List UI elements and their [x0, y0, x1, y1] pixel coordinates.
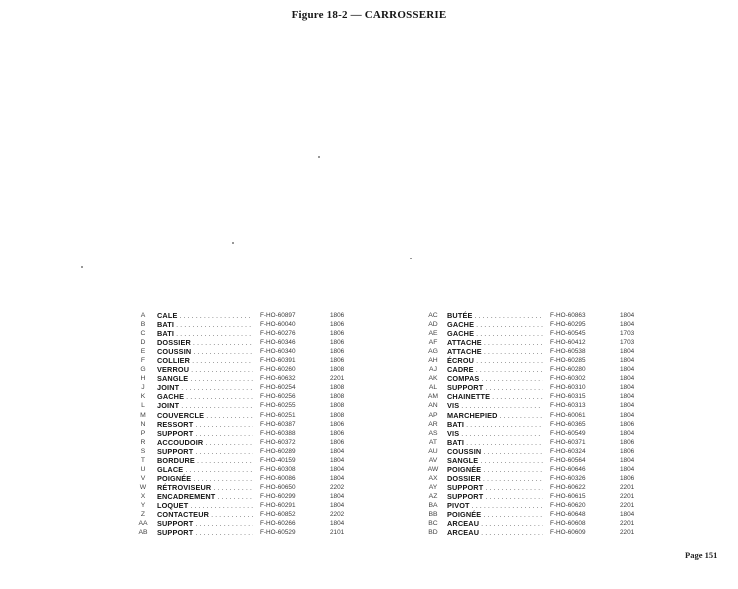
- page-number: Page 151: [685, 550, 718, 560]
- part-reference: F-HO-60648: [550, 511, 586, 519]
- part-page: 2201: [620, 483, 635, 491]
- part-code: K: [140, 393, 146, 401]
- part-page: 1804: [620, 357, 635, 365]
- part-reference: F-HO-60299: [260, 492, 296, 500]
- part-code: J: [141, 384, 145, 392]
- part-code: T: [140, 456, 146, 464]
- part-reference: F-HO-60340: [260, 348, 296, 356]
- part-name: CHAINETTE . . .: [447, 392, 543, 401]
- part-name: BATI . . .: [157, 320, 253, 329]
- part-code: C: [140, 330, 146, 338]
- part-name: VIS . . .: [447, 429, 543, 438]
- part-code: W: [139, 483, 147, 491]
- part-reference: F-HO-60255: [260, 402, 296, 410]
- part-reference: F-HO-60310: [550, 384, 586, 392]
- part-page: 1806: [330, 348, 345, 356]
- part-name: SUPPORT . . .: [157, 528, 253, 537]
- part-name: GACHE . . .: [447, 329, 543, 338]
- part-page: 1804: [330, 456, 345, 464]
- part-reference: F-HO-60391: [260, 357, 296, 365]
- part-reference: F-HO-60326: [550, 474, 586, 482]
- part-reference: F-HO-60545: [550, 330, 586, 338]
- part-name: CONTACTEUR . . .: [157, 510, 253, 519]
- part-name: SUPPORT . . .: [157, 429, 253, 438]
- part-code: AP: [428, 411, 438, 419]
- print-speck: [410, 258, 412, 259]
- part-reference: F-HO-60388: [260, 429, 296, 437]
- part-name: SUPPORT . . .: [447, 383, 543, 392]
- part-name: COMPAS . . .: [447, 374, 543, 383]
- part-page: 1804: [330, 492, 345, 500]
- part-code: BC: [428, 520, 438, 528]
- part-code: AG: [428, 348, 438, 356]
- part-reference: F-HO-60897: [260, 312, 296, 319]
- part-name: ACCOUDOIR . . .: [157, 438, 253, 447]
- part-name: SUPPORT . . .: [157, 447, 253, 456]
- part-reference: F-HO-60295: [550, 321, 586, 329]
- part-code: AV: [428, 456, 438, 464]
- part-reference: F-HO-60086: [260, 474, 296, 482]
- part-reference: F-HO-60608: [550, 520, 586, 528]
- part-name: ARCEAU . . .: [447, 528, 543, 537]
- part-code: BD: [428, 529, 438, 537]
- part-code: AN: [428, 402, 438, 410]
- part-reference: F-HO-60061: [550, 411, 586, 419]
- part-page: 1806: [330, 321, 345, 329]
- part-code: V: [140, 474, 146, 482]
- part-page: 1703: [620, 339, 635, 347]
- part-name: VERROU . . .: [157, 365, 253, 374]
- part-reference: F-HO-60313: [550, 402, 586, 410]
- part-name: BATI . . .: [447, 438, 543, 447]
- part-page: 1804: [620, 402, 635, 410]
- part-reference: F-HO-60266: [260, 520, 296, 528]
- part-name: PIVOT . . .: [447, 501, 543, 510]
- part-code: L: [141, 402, 145, 410]
- part-reference: F-HO-60040: [260, 321, 296, 329]
- part-code: U: [140, 465, 146, 473]
- part-name: CADRE . . .: [447, 365, 543, 374]
- part-code: E: [140, 348, 146, 356]
- part-page: 1808: [330, 366, 345, 374]
- part-reference: F-HO-60315: [550, 393, 586, 401]
- part-page: 2201: [620, 520, 635, 528]
- part-code: D: [140, 339, 146, 347]
- part-code: AE: [428, 330, 438, 338]
- part-reference: F-HO-60276: [260, 330, 296, 338]
- part-page: 1804: [620, 511, 635, 519]
- part-reference: F-HO-60372: [260, 438, 296, 446]
- print-speck: [318, 156, 320, 158]
- part-code: F: [140, 357, 146, 365]
- part-name: MARCHEPIED . . .: [447, 411, 543, 420]
- part-name: LOQUET . . .: [157, 501, 253, 510]
- part-reference: F-HO-60254: [260, 384, 296, 392]
- part-page: 1808: [330, 411, 345, 419]
- part-code: AH: [428, 357, 438, 365]
- part-page: 1806: [330, 420, 345, 428]
- part-reference: F-HO-60291: [260, 501, 296, 509]
- part-page: 2202: [330, 511, 345, 519]
- part-page: 1804: [330, 520, 345, 528]
- part-page: 1804: [330, 501, 345, 509]
- part-reference: F-HO-60622: [550, 483, 586, 491]
- part-page: 1806: [330, 330, 345, 338]
- part-code: AX: [428, 474, 438, 482]
- part-page: 1804: [330, 447, 345, 455]
- part-name: COLLIER . . .: [157, 356, 253, 365]
- part-page: 1804: [620, 411, 635, 419]
- part-reference: F-HO-60285: [550, 357, 586, 365]
- part-page: 1806: [330, 312, 345, 319]
- part-name: GACHE . . .: [447, 320, 543, 329]
- part-reference: F-HO-60256: [260, 393, 296, 401]
- part-name: SUPPORT . . .: [447, 492, 543, 501]
- part-reference: F-HO-60260: [260, 366, 296, 374]
- part-code: AM: [427, 393, 439, 401]
- part-code: AR: [428, 420, 438, 428]
- part-code: P: [140, 429, 146, 437]
- part-code: Z: [140, 511, 146, 519]
- part-reference: F-HO-60529: [260, 529, 296, 537]
- part-name: JOINT . . .: [157, 383, 253, 392]
- part-name: BORDURE . . .: [157, 456, 253, 465]
- part-name: SANGLE . . .: [447, 456, 543, 465]
- part-page: 1806: [330, 357, 345, 365]
- part-page: 2201: [330, 375, 345, 383]
- part-reference: F-HO-60564: [550, 456, 586, 464]
- part-reference: F-HO-40159: [260, 456, 296, 464]
- part-code: R: [140, 438, 146, 446]
- part-page: 1804: [620, 465, 635, 473]
- part-reference: F-HO-60609: [550, 529, 586, 537]
- part-page: 1804: [620, 348, 635, 356]
- part-code: BA: [428, 501, 438, 509]
- part-name: BATI . . .: [447, 420, 543, 429]
- part-code: AK: [428, 375, 438, 383]
- part-code: AS: [428, 429, 438, 437]
- part-reference: F-HO-60549: [550, 429, 586, 437]
- part-name: POIGNÉE . . .: [447, 465, 543, 474]
- part-code: AY: [428, 483, 438, 491]
- part-page: 2201: [620, 492, 635, 500]
- part-code: AJ: [429, 366, 437, 374]
- part-page: 1804: [620, 375, 635, 383]
- part-reference: F-HO-60365: [550, 420, 586, 428]
- print-speck: [232, 242, 234, 244]
- part-name: BATI . . .: [157, 329, 253, 338]
- part-name: ENCADREMENT . . .: [157, 492, 253, 501]
- part-name: BUTÉE . . .: [447, 311, 543, 320]
- part-page: 1806: [620, 438, 635, 446]
- part-code: AT: [428, 438, 438, 446]
- part-name: POIGNÉE . . .: [447, 510, 543, 519]
- part-page: 1804: [620, 366, 635, 374]
- part-code: X: [140, 492, 146, 500]
- part-code: AL: [428, 384, 438, 392]
- part-name: DOSSIER . . .: [157, 338, 253, 347]
- part-reference: F-HO-60346: [260, 339, 296, 347]
- part-name: ATTACHE . . .: [447, 347, 543, 356]
- part-page: 1804: [330, 465, 345, 473]
- part-page: 1806: [330, 429, 345, 437]
- part-name: COUVERCLE . . .: [157, 411, 253, 420]
- part-page: 1804: [620, 456, 635, 464]
- part-page: 1806: [620, 474, 635, 482]
- part-page: 1804: [330, 474, 345, 482]
- part-page: 1808: [330, 393, 345, 401]
- part-page: 1804: [620, 321, 635, 329]
- part-reference: F-HO-60852: [260, 511, 296, 519]
- part-name: GLACE . . .: [157, 465, 253, 474]
- part-code: BB: [428, 511, 438, 519]
- part-reference: F-HO-60302: [550, 375, 586, 383]
- part-page: 2201: [620, 529, 635, 537]
- part-page: 1804: [620, 429, 635, 437]
- part-page: 2201: [620, 501, 635, 509]
- part-code: AW: [427, 465, 439, 473]
- part-code: AZ: [428, 492, 438, 500]
- part-name: ARCEAU . . .: [447, 519, 543, 528]
- part-page: 1808: [330, 384, 345, 392]
- part-page: 1806: [330, 438, 345, 446]
- part-name: POIGNÉE . . .: [157, 474, 253, 483]
- part-name: SUPPORT . . .: [157, 519, 253, 528]
- part-code: AU: [428, 447, 438, 455]
- part-code: AA: [138, 520, 148, 528]
- part-page: 1806: [620, 420, 635, 428]
- part-code: Y: [140, 501, 146, 509]
- print-speck: [81, 266, 83, 268]
- part-code: AC: [428, 312, 438, 319]
- part-name: VIS . . .: [447, 401, 543, 410]
- part-page: 2101: [330, 529, 345, 537]
- part-reference: F-HO-60280: [550, 366, 586, 374]
- part-code: M: [140, 411, 146, 419]
- part-code: S: [140, 447, 146, 455]
- part-name: ATTACHE . . .: [447, 338, 543, 347]
- part-reference: F-HO-60324: [550, 447, 586, 455]
- part-code: G: [140, 366, 146, 374]
- part-code: A: [140, 312, 146, 319]
- part-page: 1806: [330, 339, 345, 347]
- part-page: 1804: [620, 384, 635, 392]
- part-reference: F-HO-60646: [550, 465, 586, 473]
- part-reference: F-HO-60308: [260, 465, 296, 473]
- part-reference: F-HO-60412: [550, 339, 586, 347]
- part-name: COUSSIN . . .: [157, 347, 253, 356]
- part-code: AF: [428, 339, 438, 347]
- part-page: 1806: [620, 447, 635, 455]
- part-code: AD: [428, 321, 438, 329]
- part-name: SUPPORT . . .: [447, 483, 543, 492]
- part-name: SANGLE . . .: [157, 374, 253, 383]
- part-page: 1703: [620, 330, 635, 338]
- part-page: 1808: [330, 402, 345, 410]
- part-reference: F-HO-60387: [260, 420, 296, 428]
- part-reference: F-HO-60371: [550, 438, 586, 446]
- figure-title: Figure 18-2 — CARROSSERIE: [291, 9, 447, 21]
- part-reference: F-HO-60620: [550, 501, 586, 509]
- part-reference: F-HO-60632: [260, 375, 296, 383]
- part-page: 2202: [330, 483, 345, 491]
- part-code: B: [140, 321, 146, 329]
- part-name: JOINT . . .: [157, 401, 253, 410]
- part-page: 1804: [620, 312, 635, 319]
- part-reference: F-HO-60615: [550, 492, 586, 500]
- part-name: COUSSIN . . .: [447, 447, 543, 456]
- part-name: CALE . . .: [157, 311, 253, 320]
- part-code: H: [140, 375, 146, 383]
- part-name: DOSSIER . . .: [447, 474, 543, 483]
- part-code: N: [140, 420, 146, 428]
- part-reference: F-HO-60538: [550, 348, 586, 356]
- part-page: 1804: [620, 393, 635, 401]
- part-code: AB: [138, 529, 148, 537]
- part-name: RESSORT . . .: [157, 420, 253, 429]
- part-reference: F-HO-60650: [260, 483, 296, 491]
- part-name: GACHE . . .: [157, 392, 253, 401]
- part-reference: F-HO-60251: [260, 411, 296, 419]
- part-name: RÉTROVISEUR . . .: [157, 483, 253, 492]
- part-name: ÉCROU . . .: [447, 356, 543, 365]
- part-reference: F-HO-60863: [550, 312, 586, 319]
- part-reference: F-HO-60289: [260, 447, 296, 455]
